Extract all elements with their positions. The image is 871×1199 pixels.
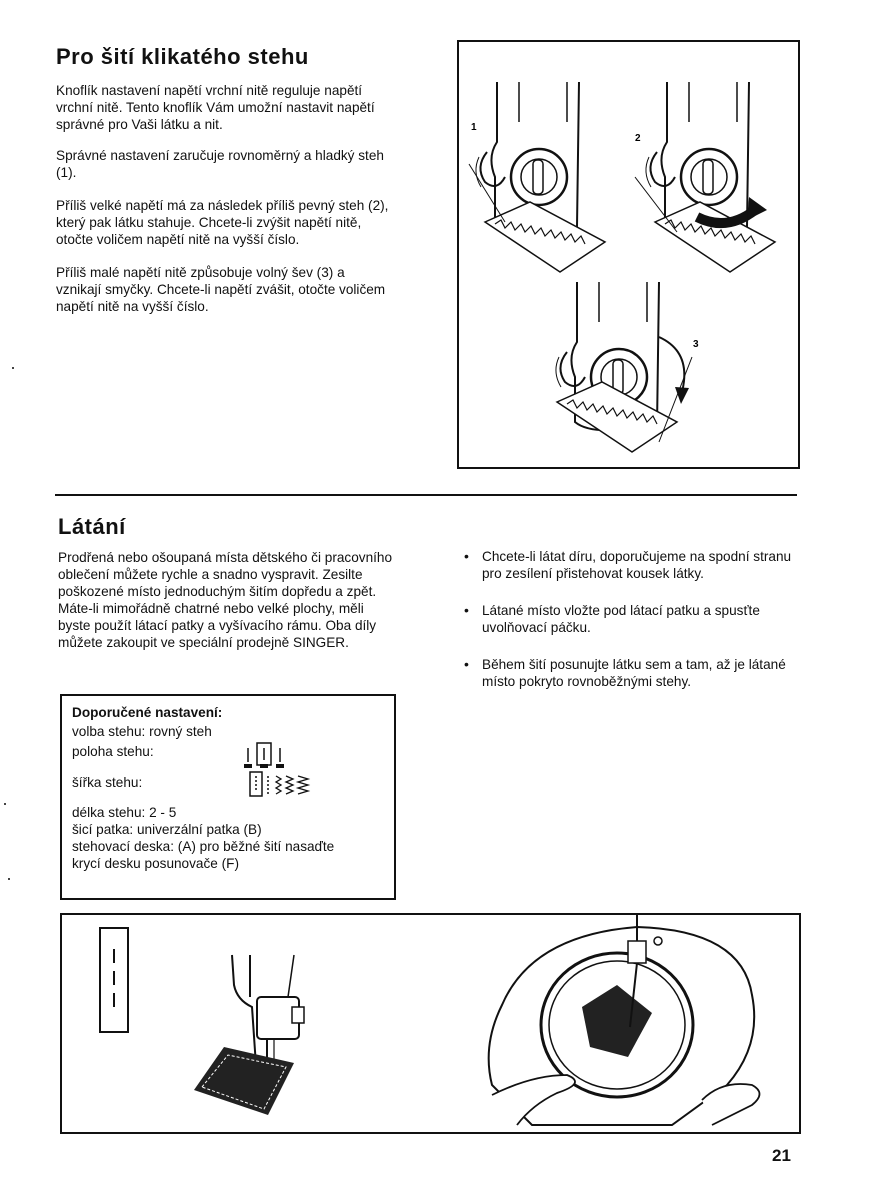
- zigzag-text: [56, 82, 392, 329]
- scan-speck: [4, 803, 6, 805]
- setting-needle-plate: stehovací deska: (A) pro běžné šití nasaďte: [72, 839, 335, 854]
- tension-too-tight-illustration: [635, 82, 775, 272]
- section-title-darning: Látání: [58, 514, 126, 539]
- tension-correct-illustration: [469, 82, 605, 272]
- paragraph: Příliš velké napětí má za následek příliš pevný steh (2), který pak látku stahuje. Chcete-li zvýšit napětí nitě, otočte voličem napětí nitě na vyšší číslo.: [56, 198, 389, 247]
- figure-label: 3: [693, 339, 699, 350]
- list-item: • Chcete-li látat díru, doporučujeme na spodní stranu pro zesílení přistehovat kousek látky.: [462, 548, 812, 582]
- page-number: 21: [772, 1146, 791, 1165]
- figure-label: 1: [471, 122, 477, 133]
- tension-too-loose-illustration: [556, 282, 692, 452]
- recommended-settings-box: [60, 694, 396, 900]
- darning-illustration: [62, 915, 799, 1132]
- paragraph: Správné nastavení zaručuje rovnoměrný a hladký steh (1).: [56, 148, 384, 180]
- section-divider: [55, 494, 797, 496]
- needle-position-icon: [240, 740, 288, 770]
- setting-stitch-width: šířka stehu:: [72, 775, 143, 790]
- embroidery-hoop-illustration: [489, 915, 760, 1125]
- tension-illustration: [459, 42, 798, 467]
- figure-label: 2: [635, 133, 641, 144]
- darning-foot-illustration: [194, 955, 304, 1115]
- settings-title: Doporučené nastavení:: [72, 705, 223, 720]
- scan-speck: [12, 367, 14, 369]
- setting-feed-cover: krycí desku posunovače (F): [72, 856, 239, 871]
- paragraph: Příliš malé napětí nitě způsobuje volný šev (3) a vznikají smyčky. Chcete-li napětí zvášit, otočte voličem napětí nitě na vyšší číslo.: [56, 265, 386, 314]
- stitch-width-icon: [248, 770, 314, 800]
- list-item: • Látané místo vložte pod látací patku a spusťte uvolňovací páčku.: [462, 602, 812, 636]
- tension-figure: [457, 40, 800, 469]
- scan-speck: [8, 878, 10, 880]
- setting-needle-position: poloha stehu:: [72, 744, 154, 759]
- setting-stitch-length: délka stehu: 2 - 5: [72, 805, 177, 820]
- list-item: • Během šití posunujte látku sem a tam, až je látané místo pokryto rovnoběžnými stehy.: [462, 656, 812, 690]
- darning-intro: Prodřená nebo ošoupaná místa dětského či pracovního oblečení můžete rychle a snadno vyspravit. Zesilte poškozené místo jednoduchým šitím dopředu a zpět. Máte-li mimořádně chatrné nebo velké plochy, měli byste použít látací patky a vyšívacího rámu. Oba díly můžete zakoupit ve speciální prodejně SINGER.: [58, 550, 393, 650]
- darning-figure: [60, 913, 801, 1134]
- setting-presser-foot: šicí patka: univerzální patka (B): [72, 822, 262, 837]
- paragraph: Knoflík nastavení napětí vrchní nitě reguluje napětí vrchní nitě. Tento knoflík Vám umožní nastavit napětí správné pro Vaši látku a nit.: [56, 83, 375, 132]
- setting-stitch-select: volba stehu: rovný steh: [72, 724, 212, 739]
- darning-instructions: [462, 548, 812, 710]
- section-title-zigzag: Pro šití klikatého stehu: [56, 44, 309, 69]
